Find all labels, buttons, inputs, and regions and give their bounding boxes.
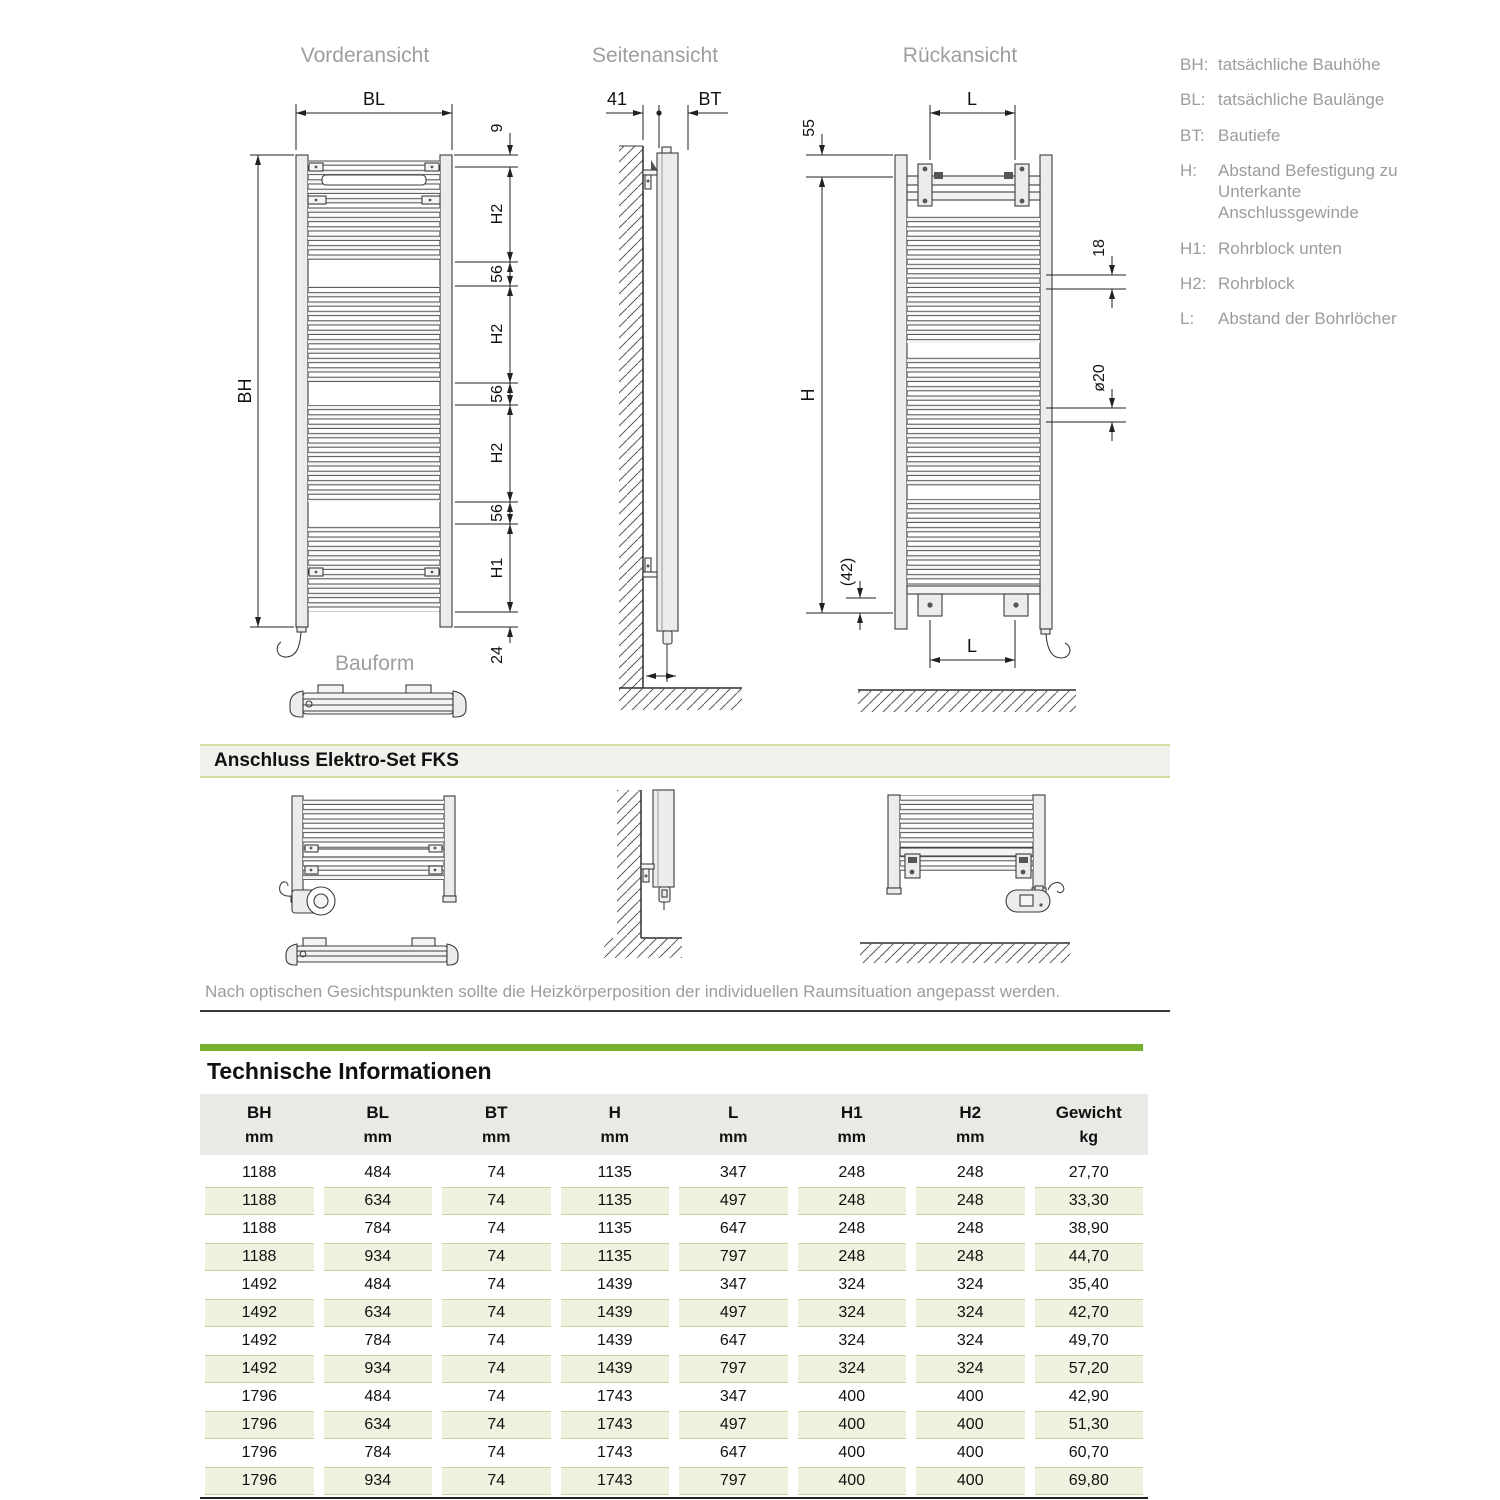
cell-value: 248 [798,1187,907,1215]
table-cell [911,1327,1030,1355]
cell-value: 484 [364,1276,392,1293]
table-header [200,1094,1148,1155]
legend-text: Abstand der Bohrlöcher [1218,309,1397,328]
table-cell [319,1439,438,1467]
table-cell [1030,1243,1149,1271]
dim-l-label: L [966,89,978,109]
cell-value: 42,90 [1068,1388,1109,1405]
cell-value: 347 [719,1164,747,1181]
table-cell [437,1159,556,1187]
cell-value: 33,30 [1035,1187,1144,1215]
dim-bh-label: BH [235,378,255,404]
dim-h-label: H [798,388,818,402]
cell-value: 497 [679,1187,788,1215]
table-cell [793,1411,912,1439]
accent-bar [200,1044,1143,1051]
table-cell [1030,1411,1149,1439]
legend-item [1180,125,1412,146]
dim-18-label: 18 [1091,239,1108,257]
table-cell [556,1159,675,1187]
legend-text: Rohrblock [1218,273,1295,293]
legend-item [1180,308,1412,329]
column-header [911,1103,1030,1147]
table-body [200,1159,1148,1495]
table-cell [200,1383,319,1411]
cell-value: 400 [838,1388,866,1405]
cell-value: 1135 [597,1220,632,1237]
anschluss-section-header [200,744,1170,778]
cell-value: 497 [679,1299,788,1327]
side-view-title: Seitenansicht [591,44,719,67]
dim-56-label: 56 [489,504,506,522]
table-cell [1030,1271,1149,1299]
table-cell [437,1187,556,1215]
cell-value: 1188 [242,1220,277,1237]
cell-value: 248 [916,1243,1025,1271]
dim-h1-label: H1 [489,557,506,579]
cell-value: 248 [916,1187,1025,1215]
table-cell [556,1243,675,1271]
table-cell [911,1243,1030,1271]
cell-value: 797 [679,1355,788,1383]
cell-value: 1492 [205,1355,314,1383]
cell-value: 74 [442,1187,551,1215]
cell-value: 1439 [561,1355,670,1383]
cell-value: 1439 [596,1276,633,1293]
table-cell [793,1299,912,1327]
table-cell [1030,1215,1149,1243]
cell-value: 797 [679,1467,788,1495]
table-cell [556,1439,675,1467]
table-cell [437,1411,556,1439]
table-cell [674,1355,793,1383]
table-cell [793,1467,912,1495]
dim-42-label: (42) [839,557,856,587]
table-cell [437,1355,556,1383]
column-unit: mm [837,1129,866,1146]
front-view-title: Vorderansicht [300,44,430,67]
column-header [793,1103,912,1147]
table-cell [674,1271,793,1299]
cell-value: 60,70 [1068,1444,1109,1461]
table-cell [319,1159,438,1187]
dim-l-bottom-label: L [966,636,978,656]
table-cell [793,1355,912,1383]
table-cell [556,1355,675,1383]
cell-value: 1188 [205,1187,314,1215]
cell-value: 1439 [596,1332,633,1349]
cell-value: 74 [442,1355,551,1383]
table-cell [674,1411,793,1439]
legend-text: Bautiefe [1218,125,1281,145]
cell-value: 324 [956,1332,984,1349]
table-cell [793,1439,912,1467]
table-row [200,1383,1148,1411]
dim-9-label: 9 [489,123,506,133]
cell-value: 324 [916,1299,1025,1327]
cell-value: 647 [719,1220,747,1237]
table-cell [911,1299,1030,1327]
cell-value: 784 [364,1220,392,1237]
cell-value: 497 [679,1411,788,1439]
column-header [319,1103,438,1147]
column-header [556,1103,675,1147]
cell-value: 647 [719,1332,747,1349]
table-cell [200,1187,319,1215]
table-cell [437,1299,556,1327]
table-cell [319,1327,438,1355]
cell-value: 27,70 [1068,1164,1109,1181]
bauform-section-drawing [290,685,466,717]
table-cell [793,1271,912,1299]
table-cell [556,1187,675,1215]
column-label: H [608,1103,621,1122]
column-label: BH [246,1103,272,1122]
anschluss-section-title: Anschluss Elektro-Set FKS [214,750,459,771]
column-label: BT [484,1103,508,1122]
table-cell [793,1327,912,1355]
column-header [437,1103,556,1147]
bauform-label: Bauform [335,652,415,675]
table-cell [556,1383,675,1411]
legend-key: H1: [1180,238,1207,258]
column-unit: mm [482,1129,511,1146]
cell-value: 74 [487,1332,506,1349]
cell-value: 74 [487,1388,506,1405]
table-row [200,1467,1148,1495]
table-cell [674,1439,793,1467]
table-cell [319,1271,438,1299]
table-cell [556,1299,675,1327]
cell-value: 400 [916,1411,1025,1439]
legend-text: tatsächliche Baulänge [1218,90,1385,110]
legend-key: BT: [1180,125,1205,145]
column-header [674,1103,793,1147]
table-cell [793,1159,912,1187]
cell-value: 1796 [205,1467,314,1495]
table-cell [1030,1159,1149,1187]
table-cell [437,1439,556,1467]
column-unit: mm [245,1129,274,1146]
legend-text: Abstand Befestigung zu Unterkante Anschlussgewinde [1218,160,1398,223]
cell-value: 324 [798,1355,907,1383]
table-cell [1030,1467,1149,1495]
table-cell [674,1467,793,1495]
cell-value: 934 [324,1243,433,1271]
table-cell [200,1327,319,1355]
dim-56-label: 56 [489,265,506,283]
cell-value: 934 [324,1467,433,1495]
table-cell [911,1271,1030,1299]
table-cell [437,1327,556,1355]
cell-value: 484 [364,1164,392,1181]
table-cell [793,1187,912,1215]
table-cell [556,1411,675,1439]
table-cell [200,1411,319,1439]
cell-value: 69,80 [1035,1467,1144,1495]
legend-key: BL: [1180,90,1206,110]
cell-value: 1492 [241,1276,278,1293]
dim-h2-label: H2 [489,203,506,225]
cell-value: 248 [956,1164,984,1181]
legend-key: L: [1180,309,1195,328]
cell-value: 248 [956,1220,984,1237]
table-cell [793,1215,912,1243]
dim-bl-label: BL [362,89,386,109]
cell-value: 1135 [561,1243,670,1271]
table-cell [200,1215,319,1243]
table-cell [674,1243,793,1271]
cell-value: 400 [798,1467,907,1495]
cell-value: 324 [956,1276,984,1293]
table-cell [319,1355,438,1383]
table-cell [319,1467,438,1495]
table-cell [437,1467,556,1495]
legend-key: H2: [1180,273,1207,293]
table-cell [319,1243,438,1271]
column-header [200,1103,319,1147]
table-cell [319,1299,438,1327]
table-cell [556,1327,675,1355]
table-cell [674,1383,793,1411]
table-row [200,1355,1148,1383]
legend-text: tatsächliche Bauhöhe [1218,55,1381,74]
table-cell [200,1467,319,1495]
rear-view-drawing [798,89,1126,712]
cell-value: 400 [838,1444,866,1461]
legend-key: H: [1180,160,1197,180]
cell-value: 634 [324,1187,433,1215]
cell-value: 57,20 [1035,1355,1144,1383]
dim-56-label: 56 [489,385,506,403]
cell-value: 647 [719,1444,747,1461]
legend-key: BH: [1180,55,1209,74]
cell-value: 634 [324,1299,433,1327]
table-cell [911,1467,1030,1495]
table-cell [437,1243,556,1271]
table-cell [437,1271,556,1299]
cell-value: 1188 [205,1243,314,1271]
column-unit: mm [956,1129,985,1146]
table-cell [319,1383,438,1411]
cell-value: 1188 [242,1164,277,1181]
table-row [200,1215,1148,1243]
column-label: Gewicht [1055,1103,1122,1122]
cell-value: 784 [364,1332,392,1349]
table-cell [1030,1383,1149,1411]
cell-value: 1135 [561,1187,670,1215]
legend-item [1180,273,1412,294]
elektroset-side-drawing [604,790,682,958]
table-row [200,1187,1148,1215]
tech-info-title: Technische Informationen [207,1058,492,1084]
legend-item [1180,89,1412,110]
table-cell [1030,1439,1149,1467]
column-unit: kg [1079,1129,1099,1146]
cell-value: 74 [487,1276,506,1293]
table-cell [556,1271,675,1299]
table-cell [1030,1299,1149,1327]
table-cell [1030,1355,1149,1383]
table-row [200,1271,1148,1299]
dimension-legend [1180,54,1412,343]
cell-value: 248 [838,1220,866,1237]
column-unit: mm [363,1129,392,1146]
table-cell [1030,1327,1149,1355]
dim-55-label: 55 [801,119,818,137]
table-cell [200,1355,319,1383]
rear-view-title: Rückansicht [902,44,1018,67]
cell-value: 400 [916,1467,1025,1495]
table-cell [911,1439,1030,1467]
table-cell [200,1299,319,1327]
column-label: L [728,1103,739,1122]
column-header [1030,1103,1149,1147]
table-cell [200,1271,319,1299]
table-cell [200,1159,319,1187]
cell-value: 784 [364,1444,392,1461]
elektroset-rear-drawing [860,795,1070,963]
cell-value: 1492 [241,1332,278,1349]
table-cell [911,1411,1030,1439]
cell-value: 1135 [597,1164,632,1181]
elektroset-front-drawing [280,796,458,965]
position-note: Nach optischen Gesichtspunkten sollte die Heizkörperposition der individuellen Raumsituation angepasst werden. [205,982,1061,1001]
table-row [200,1439,1148,1467]
cell-value: 44,70 [1035,1243,1144,1271]
cell-value: 400 [956,1444,984,1461]
cell-value: 35,40 [1068,1276,1109,1293]
column-unit: mm [600,1129,629,1146]
cell-value: 484 [364,1388,392,1405]
table-cell [556,1467,675,1495]
table-row [200,1299,1148,1327]
table-row [200,1411,1148,1439]
cell-value: 42,70 [1035,1299,1144,1327]
cell-value: 74 [487,1444,506,1461]
column-label: BL [366,1103,390,1122]
dim-bt-label: BT [698,89,722,109]
table-cell [674,1187,793,1215]
table-cell [674,1159,793,1187]
table-cell [437,1215,556,1243]
table-cell [911,1159,1030,1187]
table-cell [793,1243,912,1271]
table-cell [1030,1187,1149,1215]
cell-value: 1743 [561,1467,670,1495]
table-cell [793,1383,912,1411]
tech-info-table [200,1094,1148,1499]
cell-value: 74 [487,1164,506,1181]
cell-value: 74 [442,1243,551,1271]
cell-value: 1743 [561,1411,670,1439]
cell-value: 324 [916,1355,1025,1383]
table-cell [319,1215,438,1243]
dim-41-label: 41 [606,89,628,109]
cell-value: 74 [442,1467,551,1495]
cell-value: 248 [798,1243,907,1271]
cell-value: 1492 [205,1299,314,1327]
cell-value: 347 [719,1388,747,1405]
cell-value: 49,70 [1068,1332,1109,1349]
cell-value: 1743 [596,1444,633,1461]
section-divider [200,1010,1170,1012]
dim-h2-label: H2 [489,442,506,464]
cell-value: 934 [324,1355,433,1383]
table-cell [674,1327,793,1355]
table-cell [911,1355,1030,1383]
cell-value: 1796 [205,1411,314,1439]
table-row [200,1243,1148,1271]
cell-value: 400 [798,1411,907,1439]
table-cell [911,1383,1030,1411]
cell-value: 1796 [241,1444,278,1461]
column-unit: mm [719,1129,748,1146]
table-cell [319,1411,438,1439]
cell-value: 324 [838,1332,866,1349]
cell-value: 400 [956,1388,984,1405]
table-cell [200,1243,319,1271]
cell-value: 74 [442,1299,551,1327]
legend-item [1180,238,1412,259]
table-cell [674,1299,793,1327]
table-row [200,1159,1148,1187]
legend-item [1180,160,1412,224]
cell-value: 634 [324,1411,433,1439]
table-cell [911,1215,1030,1243]
cell-value: 324 [798,1299,907,1327]
table-cell [200,1439,319,1467]
legend-text: Rohrblock unten [1218,238,1342,258]
table-cell [319,1187,438,1215]
front-view-drawing [235,89,518,717]
column-label: H2 [959,1103,982,1122]
side-view-drawing [606,89,742,710]
cell-value: 38,90 [1068,1220,1109,1237]
cell-value: 74 [487,1220,506,1237]
cell-value: 1796 [241,1388,278,1405]
cell-value: 74 [442,1411,551,1439]
table-cell [911,1187,1030,1215]
table-cell [437,1383,556,1411]
cell-value: 1439 [561,1299,670,1327]
legend-item [1180,54,1412,75]
cell-value: 248 [838,1164,866,1181]
table-row [200,1327,1148,1355]
cell-value: 797 [679,1243,788,1271]
dim-h2-label: H2 [489,323,506,345]
cell-value: 1743 [596,1388,633,1405]
dim-dia20-label: ø20 [1091,364,1108,392]
cell-value: 324 [838,1276,866,1293]
cell-value: 347 [719,1276,747,1293]
table-bottom-rule [200,1497,1148,1499]
table-cell [556,1215,675,1243]
cell-value: 51,30 [1035,1411,1144,1439]
dim-24-label: 24 [489,646,506,664]
table-cell [674,1215,793,1243]
column-label: H1 [840,1103,863,1122]
